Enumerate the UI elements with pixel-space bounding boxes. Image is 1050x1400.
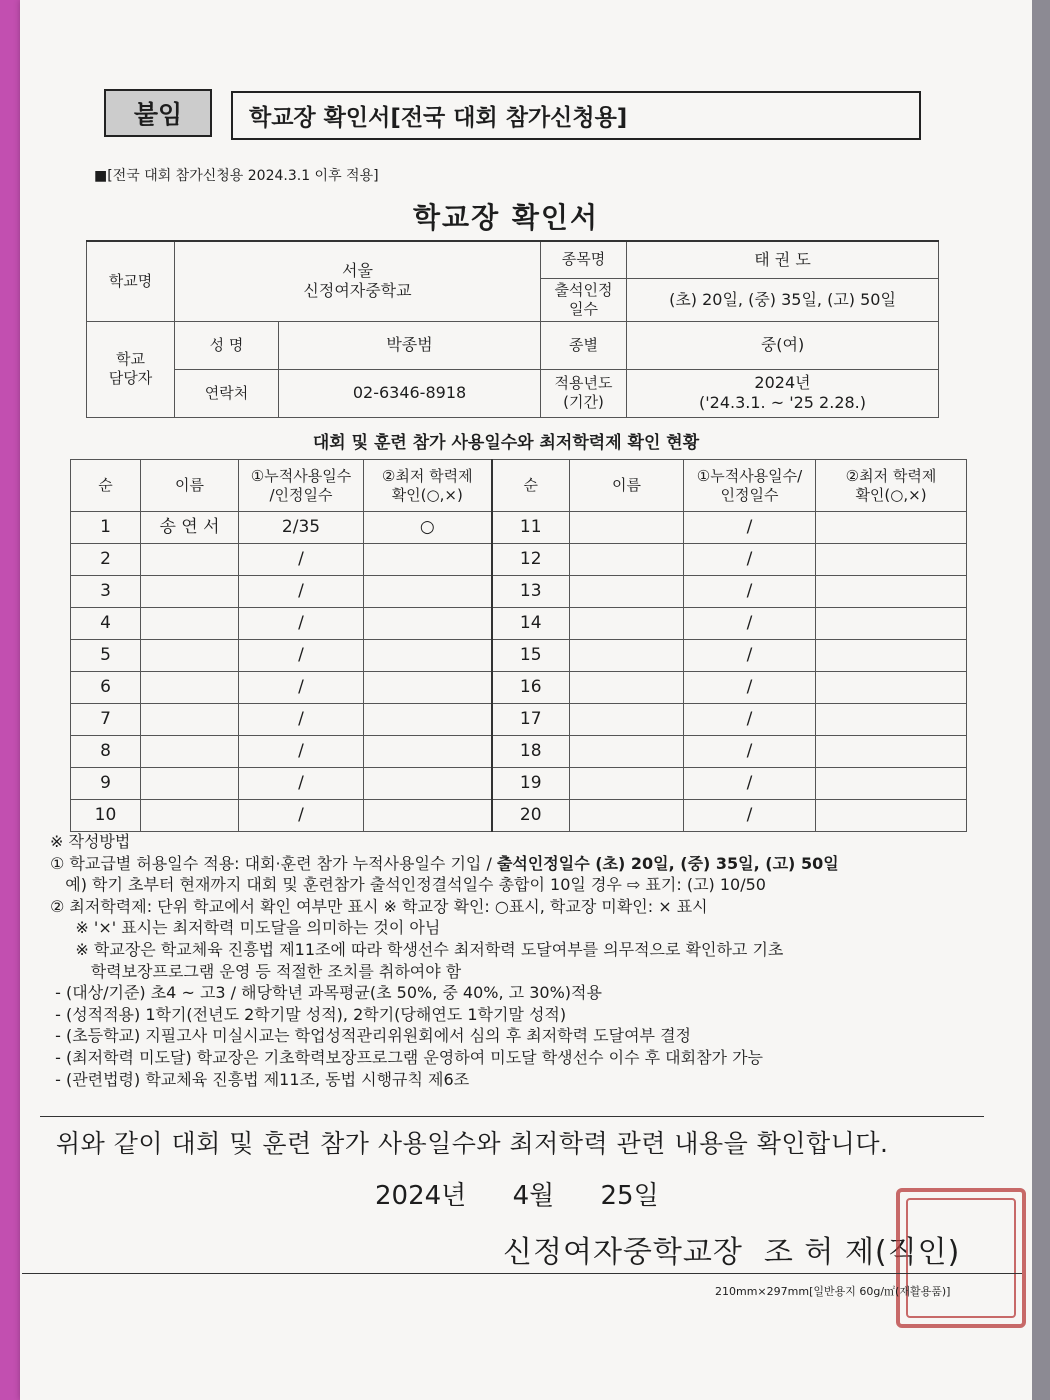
- row-no-right: 20: [492, 800, 570, 832]
- document-title: 학교장 확인서: [412, 201, 600, 234]
- row-name-right: [570, 512, 684, 544]
- row-name-right: [570, 768, 684, 800]
- row-check: [364, 640, 492, 672]
- header-academic: ②최저 학력제 확인(○,×): [364, 460, 492, 512]
- row-days-right: /: [684, 640, 816, 672]
- row-days-right: /: [684, 512, 816, 544]
- row-days: /: [239, 800, 364, 832]
- row-check: [364, 544, 492, 576]
- row-name-right: [570, 672, 684, 704]
- table-row: [71, 672, 967, 704]
- row-name: 송 연 서: [141, 512, 239, 544]
- row-check-right: [816, 544, 967, 576]
- row-days: /: [239, 640, 364, 672]
- row-check: [364, 800, 492, 832]
- row-check-right: [816, 576, 967, 608]
- row-no-right: 13: [492, 576, 570, 608]
- row-name: [141, 800, 239, 832]
- header-name: 이름: [141, 460, 239, 512]
- row-no: 1: [71, 512, 141, 544]
- note-1: ① 학교급별 허용일수 적용: 대회·훈련 참가 누적사용일수 기입 / 출석인정일수 (초) 20일, (중) 35일, (고) 50일: [50, 853, 839, 873]
- row-days-right: /: [684, 736, 816, 768]
- row-days-right: /: [684, 768, 816, 800]
- row-no: 9: [71, 768, 141, 800]
- name-value: 박종범: [279, 321, 541, 369]
- info-table: [86, 240, 939, 418]
- phone-value: 02-6346-8918: [279, 369, 541, 417]
- year-label: 적용년도 (기간): [541, 369, 627, 417]
- table-row: [71, 768, 967, 800]
- row-check-right: [816, 736, 967, 768]
- row-no-right: 12: [492, 544, 570, 576]
- row-days: /: [239, 544, 364, 576]
- table-row: [71, 800, 967, 832]
- row-no: 10: [71, 800, 141, 832]
- header-academic-right: ②최저 학력제 확인(○,×): [816, 460, 967, 512]
- row-check: [364, 768, 492, 800]
- row-no-right: 19: [492, 768, 570, 800]
- table-row: [71, 608, 967, 640]
- note-7: - (성적적용) 1학기(전년도 2학기말 성적), 2학기(당해연도 1학기말 성적): [50, 1004, 567, 1024]
- principal-signature-line: 신정여자중학교장 조 허 제(직인): [503, 1235, 961, 1270]
- row-check: [364, 736, 492, 768]
- row-check: ○: [364, 512, 492, 544]
- row-name: [141, 576, 239, 608]
- row-name: [141, 544, 239, 576]
- row-no-right: 15: [492, 640, 570, 672]
- row-name-right: [570, 736, 684, 768]
- name-label: 성 명: [175, 321, 279, 369]
- row-no: 4: [71, 608, 141, 640]
- school-value: 서울 신정여자중학교: [175, 241, 541, 321]
- divider-notes: [40, 1116, 984, 1117]
- row-no: 6: [71, 672, 141, 704]
- contact-label: 학교 담당자: [87, 321, 175, 417]
- note-5: 학력보장프로그램 운영 등 적절한 조치를 취하여야 함: [50, 961, 462, 981]
- row-no-right: 11: [492, 512, 570, 544]
- row-days-right: /: [684, 800, 816, 832]
- row-no: 7: [71, 704, 141, 736]
- note-10: - (관련법령) 학교체육 진흥법 제11조, 동법 시행규칙 제6조: [50, 1069, 470, 1089]
- category-label: 종별: [541, 321, 627, 369]
- table-row: [71, 576, 967, 608]
- boxed-title: 학교장 확인서[전국 대회 참가신청용]: [231, 91, 921, 140]
- row-days: /: [239, 608, 364, 640]
- note-4: ※ 학교장은 학교체육 진흥법 제11조에 따라 학생선수 최저학력 도달여부를 의무적으로 확인하고 기초: [50, 939, 784, 959]
- row-no: 5: [71, 640, 141, 672]
- row-days: /: [239, 704, 364, 736]
- category-value: 중(여): [627, 321, 939, 369]
- instructions: [50, 831, 990, 1090]
- row-name: [141, 640, 239, 672]
- date-month: 4월: [512, 1181, 555, 1211]
- year-value: 2024년 ('24.3.1. ~ '25 2.28.): [627, 369, 939, 417]
- signing-date: [375, 1175, 697, 1212]
- official-seal-stamp: [896, 1188, 1026, 1328]
- note-3: ※ '×' 표시는 최저학력 미도달을 의미하는 것이 아님: [50, 918, 441, 938]
- row-check: [364, 672, 492, 704]
- note-6: - (대상/기준) 초4 ~ 고3 / 해당학년 과목평균(초 50%, 중 40%, 고 30%)적용: [50, 983, 602, 1003]
- row-name-right: [570, 800, 684, 832]
- phone-label: 연락처: [175, 369, 279, 417]
- row-name-right: [570, 640, 684, 672]
- row-days-right: /: [684, 608, 816, 640]
- row-days: /: [239, 576, 364, 608]
- sport-label: 종목명: [541, 241, 627, 278]
- row-check-right: [816, 640, 967, 672]
- form-subtitle: ■[전국 대회 참가신청용 2024.3.1 이후 적용]: [94, 168, 379, 184]
- header-no-right: 순: [492, 460, 570, 512]
- table-header-row: [71, 460, 967, 512]
- row-name-right: [570, 576, 684, 608]
- date-day: 25일: [600, 1181, 659, 1211]
- row-days-right: /: [684, 672, 816, 704]
- note-1-example: 예) 학기 초부터 현재까지 대회 및 훈련참가 출석인정결석일수 총합이 10일 경우 ⇨ 표기: (고) 10/50: [50, 875, 766, 895]
- row-check-right: [816, 608, 967, 640]
- confirmation-statement: 위와 같이 대회 및 훈련 참가 사용일수와 최저학력 관련 내용을 확인합니다.: [56, 1129, 889, 1158]
- row-days: /: [239, 768, 364, 800]
- notes-heading: ※ 작성방법: [50, 832, 131, 851]
- row-no-right: 18: [492, 736, 570, 768]
- row-name: [141, 608, 239, 640]
- row-name-right: [570, 544, 684, 576]
- row-days-right: /: [684, 704, 816, 736]
- header-days: ①누적사용일수 /인정일수: [239, 460, 364, 512]
- header-days-right: ①누적사용일수/ 인정일수: [684, 460, 816, 512]
- row-days: /: [239, 736, 364, 768]
- seal-inner-border: [906, 1198, 1016, 1318]
- section-title: 대회 및 훈련 참가 사용일수와 최저학력제 확인 현황: [312, 433, 700, 453]
- row-name-right: [570, 608, 684, 640]
- row-check: [364, 704, 492, 736]
- table-row: [71, 544, 967, 576]
- row-check-right: [816, 704, 967, 736]
- row-name: [141, 704, 239, 736]
- attend-value: (초) 20일, (중) 35일, (고) 50일: [627, 278, 939, 321]
- row-days: /: [239, 672, 364, 704]
- divider-footer: [22, 1273, 1022, 1274]
- sport-value: 태 권 도: [627, 241, 939, 278]
- header-name-right: 이름: [570, 460, 684, 512]
- row-no: 3: [71, 576, 141, 608]
- participation-table: [70, 459, 967, 832]
- row-no-right: 16: [492, 672, 570, 704]
- row-check-right: [816, 512, 967, 544]
- row-days-right: /: [684, 544, 816, 576]
- note-9: - (최저학력 미도달) 학교장은 기초학력보장프로그램 운영하여 미도달 학생선수 이수 후 대회참가 가능: [50, 1047, 763, 1067]
- note-8: - (초등학교) 지필고사 미실시교는 학업성적관리위원회에서 심의 후 최저학력 도달여부 결정: [50, 1026, 691, 1046]
- row-check: [364, 608, 492, 640]
- table-row: [71, 640, 967, 672]
- table-row: [71, 512, 967, 544]
- paper-spec-note: 210mm×297mm[일반용지 60g/㎡(재활용품)]: [715, 1285, 951, 1298]
- row-days: 2/35: [239, 512, 364, 544]
- school-label: 학교명: [87, 241, 175, 321]
- row-check-right: [816, 672, 967, 704]
- attachment-label: 붙임: [104, 89, 212, 137]
- row-name-right: [570, 704, 684, 736]
- row-check-right: [816, 800, 967, 832]
- row-no-right: 17: [492, 704, 570, 736]
- row-check: [364, 576, 492, 608]
- table-row: [71, 704, 967, 736]
- table-row: [71, 736, 967, 768]
- row-no: 2: [71, 544, 141, 576]
- row-check-right: [816, 768, 967, 800]
- row-name: [141, 736, 239, 768]
- row-name: [141, 672, 239, 704]
- row-no-right: 14: [492, 608, 570, 640]
- row-days-right: /: [684, 576, 816, 608]
- header-no: 순: [71, 460, 141, 512]
- row-name: [141, 768, 239, 800]
- row-no: 8: [71, 736, 141, 768]
- date-year: 2024년: [375, 1181, 467, 1211]
- note-2: ② 최저학력제: 단위 학교에서 확인 여부만 표시 ※ 학교장 확인: ○표시, 학교장 미확인: × 표시: [50, 896, 708, 916]
- background-edge: [1032, 0, 1050, 1400]
- attend-label: 출석인정 일수: [541, 278, 627, 321]
